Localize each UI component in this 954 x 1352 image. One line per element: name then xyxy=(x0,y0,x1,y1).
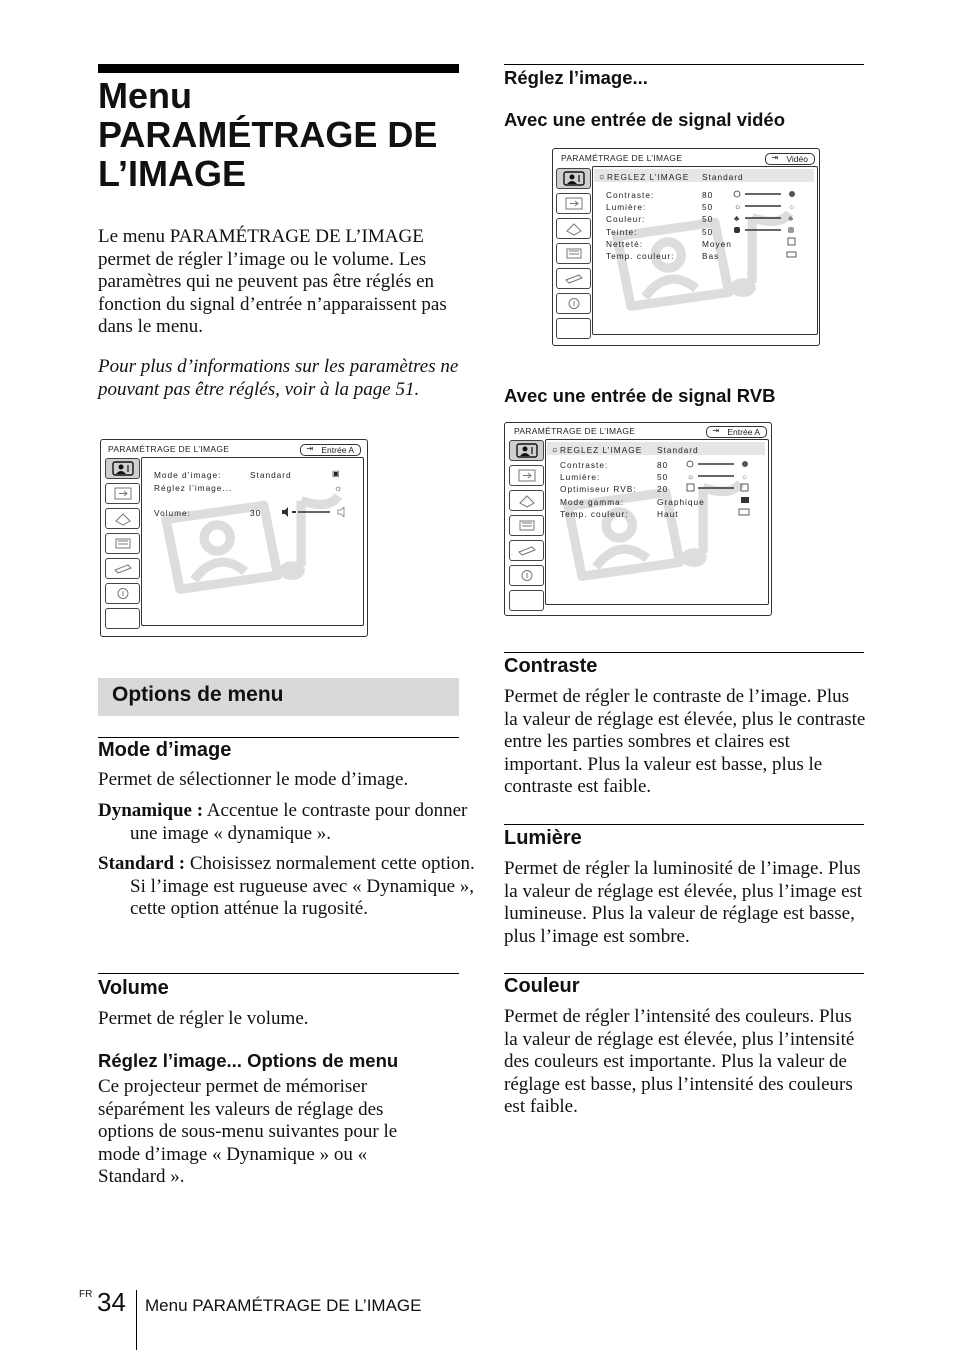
projector-menu-icon xyxy=(105,558,140,579)
section-rule xyxy=(98,737,459,738)
info-menu-icon xyxy=(556,293,591,314)
screen-row-label: Lumière: xyxy=(560,472,601,482)
lumiere-heading: Lumière xyxy=(504,827,582,849)
mode-image-icon: ▣ xyxy=(332,469,341,478)
section-rule xyxy=(98,973,459,974)
reglez-heading: Réglez l’image... xyxy=(504,67,648,88)
reglez-options-heading: Réglez l’image... Options de menu xyxy=(98,1050,399,1071)
page-title-line: Menu xyxy=(98,75,192,116)
menu-screen-video xyxy=(552,148,820,346)
screen-row-value: 50 xyxy=(702,202,714,212)
screen-panel xyxy=(141,457,364,626)
options-heading: Options de menu xyxy=(112,683,284,706)
section-rule xyxy=(504,64,864,65)
blank-menu-icon xyxy=(509,590,544,611)
input-menu-icon xyxy=(556,193,591,214)
screen-row-value: Moyen xyxy=(702,239,732,249)
menu-screen-rvb xyxy=(504,422,772,616)
svg-text:♣: ♣ xyxy=(788,214,794,223)
screen-row-value: 50 xyxy=(702,214,714,224)
mode-image-heading: Mode d’image xyxy=(98,739,232,761)
submenu-value: Standard xyxy=(657,445,699,455)
screen-row-label: Netteté: xyxy=(606,239,644,249)
projector-menu-icon xyxy=(556,268,591,289)
volume-text: Permet de régler le volume. xyxy=(98,1008,309,1029)
install-menu-icon xyxy=(105,533,140,554)
svg-text:☼: ☼ xyxy=(741,472,749,481)
screen-row-label: Couleur: xyxy=(606,214,646,224)
screen-row-label: Optimiseur RVB: xyxy=(560,484,637,494)
screen-row-label: Temp. couleur: xyxy=(606,251,675,261)
screen-header: PARAMÉTRAGE DE L’IMAGE xyxy=(514,426,636,436)
info-menu-icon xyxy=(105,583,140,604)
input-menu-icon xyxy=(509,465,544,486)
mode-dynamique-item xyxy=(98,800,470,845)
screen-row-label: Mode gamma: xyxy=(560,497,625,507)
page-title-line: PARAMÉTRAGE DE xyxy=(98,114,438,155)
svg-text:☼: ☼ xyxy=(788,202,796,211)
settings-menu-icon xyxy=(556,218,591,239)
svg-text:♣: ♣ xyxy=(734,214,740,223)
submenu-icon: ☼ xyxy=(598,171,607,181)
page-title xyxy=(98,76,459,193)
reglez-options-text: Ce projecteur permet de mémoriser séparément les valeurs de réglage des options de sous-menu suivantes pour le mode d’image « Dynamique » ou « Standard ». xyxy=(98,1076,398,1187)
screen-panel xyxy=(592,166,818,335)
submenu-value: Standard xyxy=(702,172,744,182)
rvb-sliders xyxy=(686,459,756,529)
submenu-icon: ☼ xyxy=(551,444,560,454)
volume-slider xyxy=(280,507,350,517)
screen-row-label: Contraste: xyxy=(560,460,609,470)
screen-header: PARAMÉTRAGE DE L’IMAGE xyxy=(108,444,230,454)
install-menu-icon xyxy=(556,243,591,264)
screen-side-icons xyxy=(556,168,591,343)
settings-menu-icon xyxy=(509,490,544,511)
title-rule xyxy=(98,64,459,73)
page-title-line: L’IMAGE xyxy=(98,153,247,194)
screen-row-label: Contraste: xyxy=(606,190,655,200)
lumiere-text: Permet de régler la luminosité de l’image. Plus la valeur de réglage est élevée, plus l’image est lumineuse. Plus la valeur de réglage est basse, plus l’image est sombre. xyxy=(504,858,863,947)
picture-menu-icon xyxy=(556,168,591,189)
screen-input-indicator: ⇥ Entrée A xyxy=(300,444,361,456)
projector-menu-icon xyxy=(509,540,544,561)
screen-row-value: Graphique xyxy=(657,497,705,507)
screen-row-label: Temp. couleur: xyxy=(560,509,629,519)
adjust-image-icon: ☼ xyxy=(334,483,344,493)
install-menu-icon xyxy=(509,515,544,536)
svg-text:☼: ☼ xyxy=(687,472,695,481)
rvb-heading: Avec une entrée de signal RVB xyxy=(504,385,776,406)
contraste-heading: Contraste xyxy=(504,655,598,677)
section-rule xyxy=(504,824,864,825)
screen-header: PARAMÉTRAGE DE L’IMAGE xyxy=(561,153,683,163)
screen-row-value: 20 xyxy=(657,484,669,494)
screen-row-value: 50 xyxy=(702,227,714,237)
contraste-text: Permet de régler le contraste de l’image. Plus la valeur de réglage est élevée, plus le contraste entre les parties sombres et claires est important. Plus la valeur est basse, plus le contraste est faible. xyxy=(504,686,866,797)
section-rule xyxy=(504,652,864,653)
screen-row-label: Lumière: xyxy=(606,202,647,212)
input-menu-icon xyxy=(105,483,140,504)
screen-row-value: Standard xyxy=(250,470,292,480)
screen-row-value: 80 xyxy=(657,460,669,470)
couleur-heading: Couleur xyxy=(504,975,580,997)
screen-panel xyxy=(545,439,769,605)
picture-menu-icon xyxy=(509,440,544,461)
footer-rule xyxy=(136,1290,137,1350)
couleur-text: Permet de régler l’intensité des couleurs. Plus la valeur de réglage est élevée, plus l’intensité des couleurs est importante. Plus la valeur de réglage est basse, plus l’intensité des couleurs est faible. xyxy=(504,1006,855,1117)
menu-screen-main xyxy=(100,439,368,637)
footer-lang: FR xyxy=(79,1289,93,1300)
screen-row-label: Réglez l’image... xyxy=(154,483,233,493)
settings-menu-icon xyxy=(105,508,140,529)
section-rule xyxy=(504,973,864,974)
screen-row-label: Volume: xyxy=(154,508,191,518)
blank-menu-icon xyxy=(105,608,140,629)
screen-row-value: 30 xyxy=(250,508,262,518)
mode-standard-item xyxy=(98,853,484,921)
mode-image-text: Permet de sélectionner le mode d’image. xyxy=(98,769,409,790)
screen-row-value: 80 xyxy=(702,190,714,200)
video-heading: Avec une entrée de signal vidéo xyxy=(504,109,786,130)
info-menu-icon xyxy=(509,565,544,586)
intro-note: Pour plus d’informations sur les paramètres ne pouvant pas être réglés, voir à la page 51. xyxy=(98,356,459,400)
svg-text:☼: ☼ xyxy=(734,202,742,211)
footer-section: Menu PARAMÉTRAGE DE L’IMAGE xyxy=(145,1296,422,1315)
intro-paragraph: Le menu PARAMÉTRAGE DE L’IMAGE permet de régler l’image ou le volume. Les paramètres qui ne peuvent pas être réglés en fonction du signal d’entrée n’apparaissent pas dans le menu. xyxy=(98,226,447,337)
screen-side-icons xyxy=(509,440,544,615)
screen-input-indicator: ⇥ Entrée A xyxy=(706,426,767,438)
screen-input-indicator: ⇥ Vidéo xyxy=(765,153,815,165)
term: Dynamique : xyxy=(98,800,204,821)
picture-menu-icon xyxy=(105,458,140,479)
term: Standard : xyxy=(98,853,186,874)
watermark-logo-icon xyxy=(152,478,357,598)
volume-heading: Volume xyxy=(98,977,169,999)
screen-row-value: 50 xyxy=(657,472,669,482)
screen-row-label: Mode d’image: xyxy=(154,470,222,480)
desc: Choisissez normalement cette option. Si l’image est rugueuse avec « Dynamique », cette option atténue la rugosité. xyxy=(130,853,475,919)
desc: Accentue le contraste pour donner une image « dynamique ». xyxy=(130,800,468,844)
submenu-label: REGLEZ L’IMAGE xyxy=(560,445,643,455)
screen-row-value: Haut xyxy=(657,509,679,519)
screen-row-value: Bas xyxy=(702,251,720,261)
footer-page-number: 34 xyxy=(97,1287,126,1317)
video-sliders xyxy=(733,189,803,269)
screen-side-icons xyxy=(105,458,140,633)
screen-row-label: Teinte: xyxy=(606,227,638,237)
blank-menu-icon xyxy=(556,318,591,339)
submenu-label: REGLEZ L’IMAGE xyxy=(607,172,690,182)
